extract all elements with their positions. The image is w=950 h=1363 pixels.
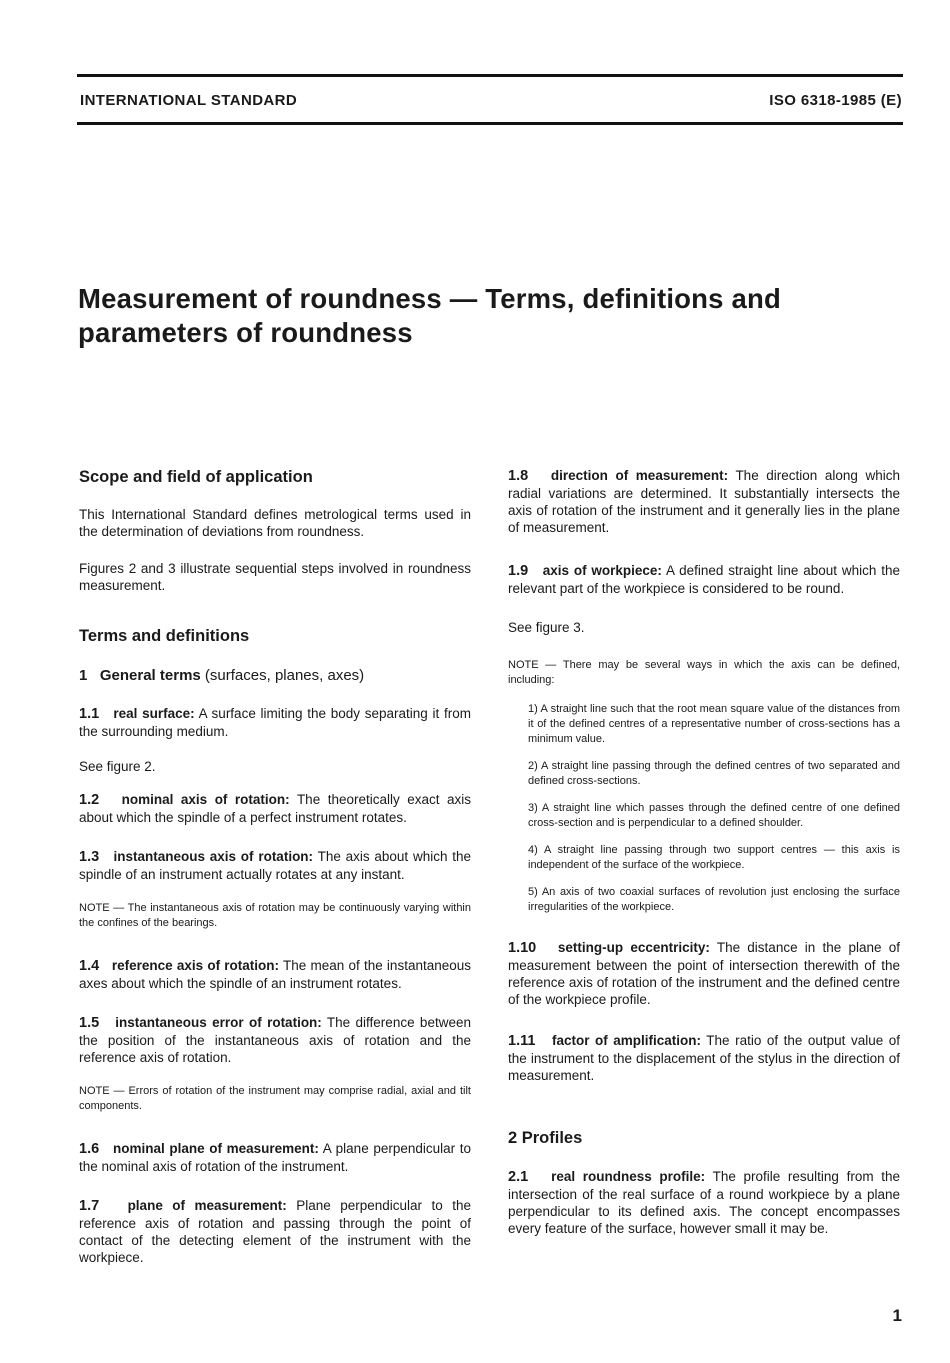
definition-1-3: 1.3 instantaneous axis of rotation: The axis about which the spindle of an instrument actually rotates at any instant. bbox=[79, 849, 471, 882]
see-figure-3: See figure 3. bbox=[508, 620, 585, 635]
section-1-heading: 1 General terms (surfaces, planes, axes) bbox=[79, 667, 365, 684]
definition-1-5: 1.5 instantaneous error of rotation: The difference between the position of the instantaneous axis of rotation and the reference axis of rotation. bbox=[79, 1015, 471, 1065]
definition-1-8: 1.8 direction of measurement: The direction along which radial variations are determined. It substantially intersects the axis of rotation of the instrument and it generally lies in the plane of measurement. bbox=[508, 468, 900, 535]
left-column bbox=[79, 467, 471, 1266]
definition-1-2: 1.2 nominal axis of rotation: The theoretically exact axis about which the spindle of a perfect instrument rotates. bbox=[79, 792, 471, 825]
profiles-heading: 2 Profiles bbox=[508, 1129, 583, 1147]
standard-label: INTERNATIONAL STANDARD bbox=[80, 92, 298, 109]
see-figure-2: See figure 2. bbox=[79, 759, 156, 774]
note-1-3: NOTE — The instantaneous axis of rotation may be continuously varying within the confines of the bearings. bbox=[79, 902, 471, 929]
standard-number: ISO 6318-1985 (E) bbox=[769, 92, 902, 109]
definition-1-6: 1.6 nominal plane of measurement: A plane perpendicular to the nominal axis of rotation of the instrument. bbox=[79, 1141, 471, 1174]
axis-definition-item-5: 5) An axis of two coaxial surfaces of revolution just enclosing the surface irregularities of the workpiece. bbox=[528, 886, 900, 913]
title-line-2: parameters of roundness bbox=[78, 317, 413, 348]
note-1-5: NOTE — Errors of rotation of the instrument may comprise radial, axial and tilt components. bbox=[79, 1085, 471, 1112]
definition-2-1: 2.1 real roundness profile: The profile resulting from the intersection of the real surface of a round workpiece by a plane perpendicular to its defined axis. The concept encompasses every feature of the surface, however small it may be. bbox=[508, 1169, 900, 1236]
scope-heading: Scope and field of application bbox=[79, 468, 313, 486]
note-axis-definitions: NOTE — There may be several ways in which the axis can be defined, including: bbox=[508, 659, 900, 686]
header-rule-bottom bbox=[77, 122, 903, 125]
page-number: 1 bbox=[892, 1306, 902, 1325]
right-column bbox=[508, 467, 900, 1237]
definition-1-9: 1.9 axis of workpiece: A defined straight line about which the relevant part of the workpiece is considered to be round. bbox=[508, 563, 900, 596]
definition-1-11: 1.11 factor of amplification: The ratio of the output value of the instrument to the displacement of the stylus in the direction of measurement. bbox=[508, 1033, 900, 1083]
terms-heading: Terms and definitions bbox=[79, 627, 250, 645]
scope-paragraph-2: Figures 2 and 3 illustrate sequential steps involved in roundness measurement. bbox=[79, 561, 471, 593]
axis-definition-item-4: 4) A straight line passing through two support centres — this axis is independent of the surface of the workpiece. bbox=[528, 844, 900, 871]
axis-definition-item-2: 2) A straight line passing through the defined centres of two separated and defined cross-sections. bbox=[528, 760, 900, 787]
definition-1-1: 1.1 real surface: A surface limiting the body separating it from the surrounding medium. bbox=[79, 706, 471, 739]
header-rule-top bbox=[77, 74, 903, 77]
definition-1-4: 1.4 reference axis of rotation: The mean of the instantaneous axes about which the spindle of an instrument rotates. bbox=[79, 958, 471, 991]
definition-1-10: 1.10 setting-up eccentricity: The distance in the plane of measurement between the point of intersection therewith of the reference axis of rotation of the instrument and the defined centre of the workpiece profile. bbox=[508, 940, 900, 1007]
scope-paragraph-1: This International Standard defines metrological terms used in the determination of deviations from roundness. bbox=[79, 507, 471, 539]
axis-definition-item-3: 3) A straight line which passes through the defined centre of one defined cross-section and is perpendicular to a defined shoulder. bbox=[528, 802, 900, 829]
title-line-1: Measurement of roundness — Terms, definitions and bbox=[78, 283, 782, 314]
axis-definition-item-1: 1) A straight line such that the root mean square value of the distances from it of the defined centres of a representative number of cross-sections has a minimum value. bbox=[528, 703, 900, 745]
definition-1-7: 1.7 plane of measurement: Plane perpendicular to the reference axis of rotation and passing through the point of contact of the detecting element of the instrument with the workpiece. bbox=[79, 1198, 471, 1265]
document-title bbox=[78, 282, 878, 350]
